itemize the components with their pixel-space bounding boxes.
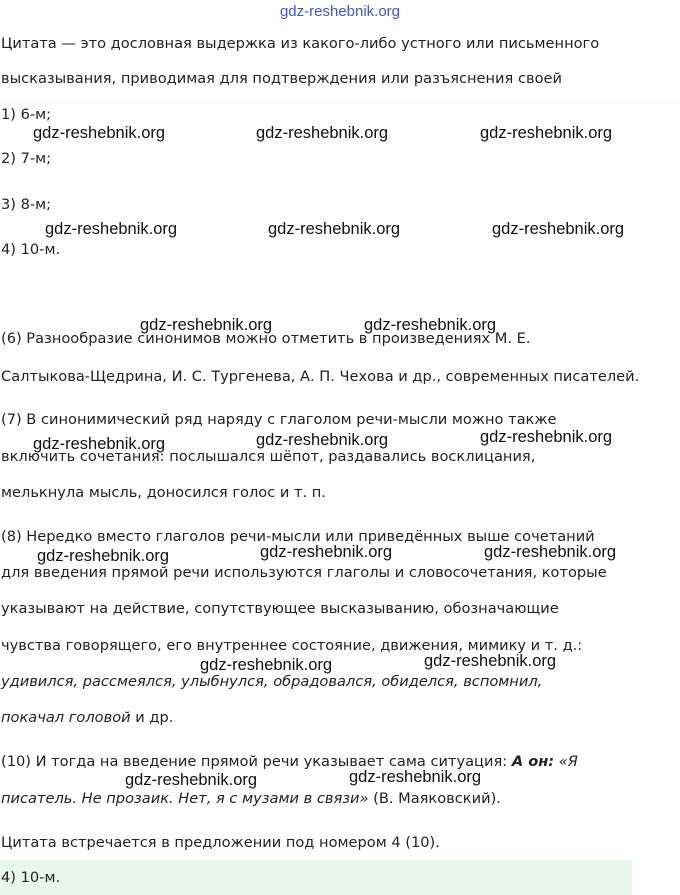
watermark: gdz-reshebnik.org xyxy=(484,543,617,561)
watermark: gdz-reshebnik.org xyxy=(45,220,178,238)
sentence-8-line-4: чувства говорящего, его внутреннее состояние, движения, мимику и т. д.: xyxy=(1,637,583,654)
sentence-6-line-2: Салтыкова-Щедрина, И. С. Тургенева, А. П. Чехова и др., современных писателей. xyxy=(1,368,640,385)
watermark: gdz-reshebnik.org xyxy=(33,435,166,453)
conclusion: Цитата встречается в предложении под номером 4 (10). xyxy=(1,834,440,851)
watermark: gdz-reshebnik.org xyxy=(424,652,557,670)
sentence-6-line-1: (6) Разнообразие синонимов можно отметить в произведениях М. Е. xyxy=(1,330,531,347)
sentence-10-line-1 xyxy=(1,753,578,771)
watermark: gdz-reshebnik.org xyxy=(37,547,170,565)
sentence-8-line-2: для введения прямой речи используются глаголы и словосочетания, которые xyxy=(1,564,607,581)
option-2: 2) 7-м; xyxy=(1,150,52,167)
watermark: gdz-reshebnik.org xyxy=(480,428,613,446)
watermark: gdz-reshebnik.org xyxy=(268,220,401,238)
watermark: gdz-reshebnik.org xyxy=(256,124,389,142)
watermark: gdz-reshebnik.org xyxy=(260,543,393,561)
sentence-8-line-5: удивился, рассмеялся, улыбнулся, обрадовался, обиделся, вспомнил, xyxy=(1,673,543,690)
sentence-8-tail: и др. xyxy=(130,709,174,726)
watermark: gdz-reshebnik.org xyxy=(125,771,258,789)
watermark: gdz-reshebnik.org xyxy=(140,316,273,334)
sentence-10-bold: А он: xyxy=(511,753,555,770)
sentence-7-line-2: включить сочетания: послышался шёпот, раздавались восклицания, xyxy=(1,448,536,465)
watermark: gdz-reshebnik.org xyxy=(200,656,333,674)
header-watermark: gdz-reshebnik.org xyxy=(279,3,401,20)
watermark: gdz-reshebnik.org xyxy=(364,316,497,334)
answer-text: 4) 10-м. xyxy=(1,869,61,886)
sentence-10-quote: писатель. Не прозаик. Нет, я с музами в связи» xyxy=(1,790,369,807)
option-1: 1) 6-м; xyxy=(1,106,52,123)
intro-line-1: Цитата — это дословная выдержка из какого-либо устного или письменного xyxy=(1,35,600,52)
option-3: 3) 8-м; xyxy=(1,196,52,213)
sentence-8-line-6 xyxy=(1,709,173,727)
sentence-7-line-1: (7) В синонимический ряд наряду с глаголом речи-мысли можно также xyxy=(1,411,557,428)
answer-box xyxy=(0,860,632,895)
watermark: gdz-reshebnik.org xyxy=(33,124,166,142)
sentence-7-line-3: мелькнула мысль, доносился голос и т. п. xyxy=(1,484,326,501)
watermark: gdz-reshebnik.org xyxy=(492,220,625,238)
option-4: 4) 10-м. xyxy=(1,241,61,258)
sentence-10-quote-start: «Я xyxy=(554,753,578,770)
sentence-8-line-3: указывают на действие, сопутствующее высказыванию, обозначающие xyxy=(1,600,559,617)
divider xyxy=(0,102,680,103)
sentence-10-author: (В. Маяковский). xyxy=(368,790,501,807)
watermark: gdz-reshebnik.org xyxy=(480,124,613,142)
sentence-8-line-1: (8) Нередко вместо глаголов речи-мысли или приведённых выше сочетаний xyxy=(1,528,595,545)
sentence-8-italic-phrase: покачал головой xyxy=(1,709,131,726)
sentence-10-line-2 xyxy=(1,790,501,808)
sentence-10-plain: (10) И тогда на введение прямой речи указывает сама ситуация: xyxy=(1,753,512,770)
watermark: gdz-reshebnik.org xyxy=(256,431,389,449)
watermark: gdz-reshebnik.org xyxy=(349,768,482,786)
intro-line-2: высказывания, приводимая для подтверждения или разъяснения своей xyxy=(1,70,562,87)
